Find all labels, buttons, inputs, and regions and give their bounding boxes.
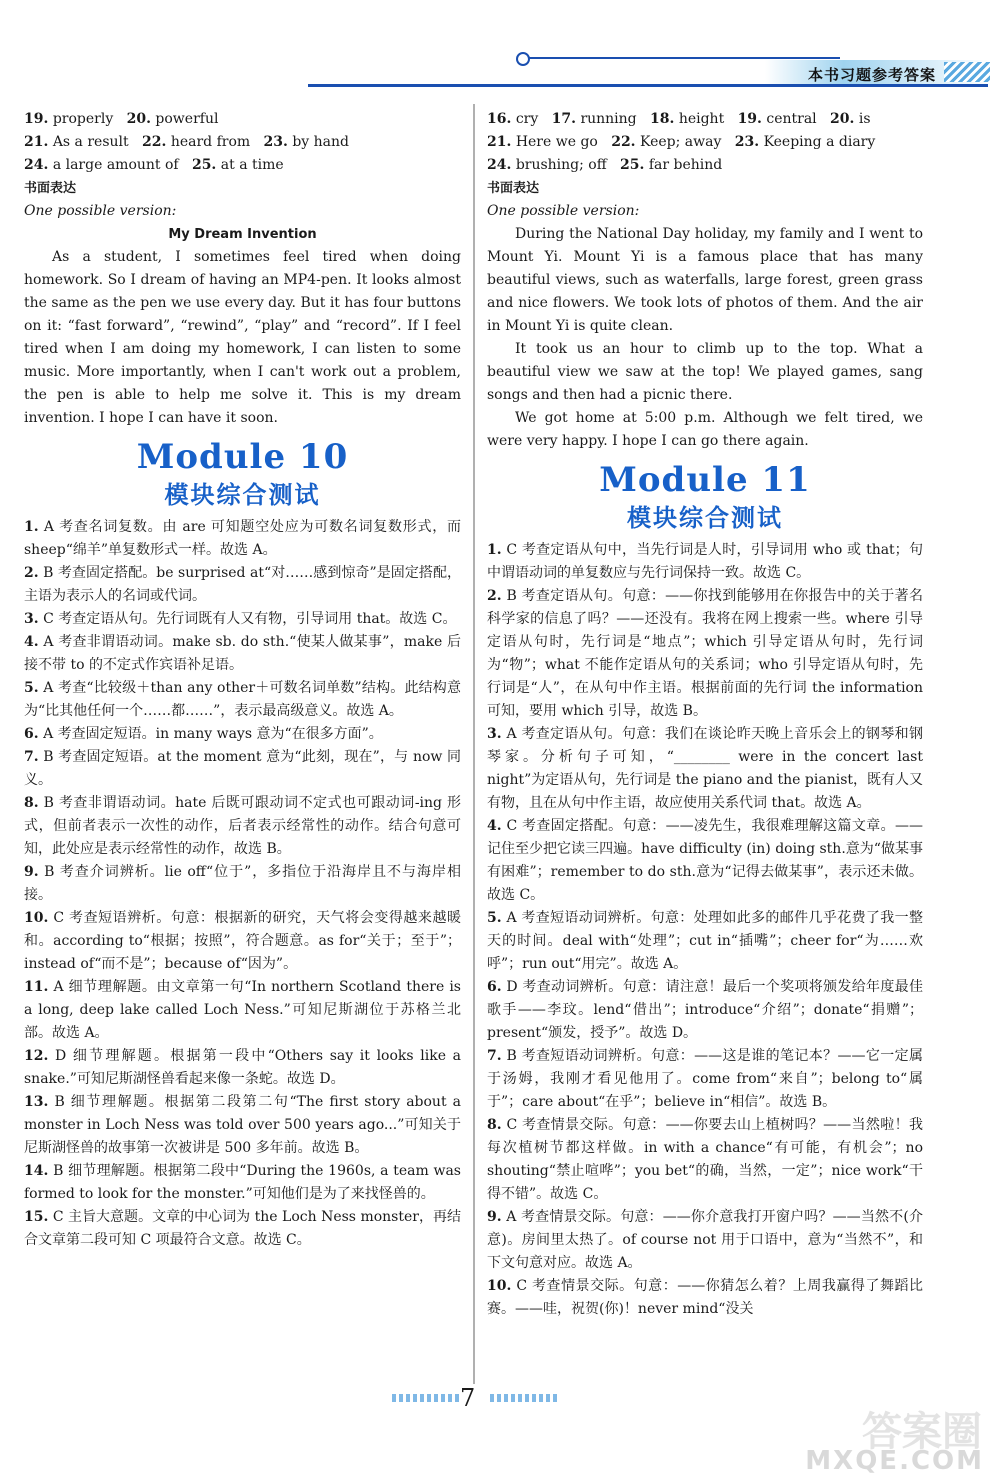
item-number: 5. — [24, 680, 39, 696]
item-text: B 考查介词辨析。lie off“位于”，多指位于沿海岸且不与海岸相接。 — [24, 864, 461, 903]
answer-number: 20. — [126, 111, 151, 127]
explanation-item — [487, 723, 923, 815]
explanation-item — [24, 723, 461, 746]
item-number: 12. — [24, 1048, 49, 1064]
explanation-item — [24, 608, 461, 631]
item-number: 7. — [24, 749, 39, 765]
answer-text: brushing; off — [515, 157, 607, 173]
item-number: 8. — [487, 1117, 502, 1133]
answer-text: properly — [52, 111, 114, 127]
item-text: A 考查非谓语动词。make sb. do sth.“使某人做某事”，make 后接不带 to 的不定式作宾语补足语。 — [24, 634, 461, 673]
item-text: C 考查定语从句中，当先行词是人时，引导词用 who 或 that；句中谓语动词的单复数应与先行词保持一致。故选 C。 — [487, 542, 923, 581]
answer-text: As a result — [52, 134, 129, 150]
item-text: B 考查短语动词辨析。句意：——这是谁的笔记本？——它一定属于汤姆，我刚才看见他用了。come from“来自”；belong to“属于”；care about“在乎”；believe in“相信”。故选 B。 — [487, 1048, 923, 1110]
item-text: C 主旨大意题。文章的中心词为 the Loch Ness monster，再结合文章第二段可知 C 项最符合文意。故选 C。 — [24, 1209, 461, 1248]
explanation-item — [24, 1160, 461, 1206]
answer-number: 23. — [263, 134, 288, 150]
item-number: 3. — [24, 611, 39, 627]
answer-number: 21. — [487, 134, 512, 150]
answer-text: cry — [515, 111, 539, 127]
answer-number: 17. — [551, 111, 576, 127]
answer-text: running — [580, 111, 637, 127]
item-text: A 考查情景交际。句意：——你介意我打开窗户吗？——当然不(介意)。房间里太热了。of course not 用于口语中，意为“当然不”，和下文句意对应。故选 A。 — [487, 1209, 923, 1271]
answer-text: powerful — [155, 111, 219, 127]
item-number: 9. — [487, 1209, 502, 1225]
item-text: A 考查短语动词辨析。句意：处理如此多的邮件几乎花费了我一整天的时间。deal with“处理”；cut in“插嘴”；cheer for“为……欢呼”；run out“用完”。故选 A。 — [487, 910, 923, 972]
answer-text: heard from — [170, 134, 251, 150]
module-subtitle: 模块综合测试 — [164, 481, 321, 509]
header-divider — [308, 84, 988, 87]
item-text: C 考查情景交际。句意：——你要去山上植树吗？——当然啦！我每次植树节都这样做。in with a chance“有可能，有机会”；no shouting“禁止喧哗”；you bet“的确，当然，一定”；nice work“干得不错”。故选 C。 — [487, 1117, 923, 1202]
item-number: 4. — [24, 634, 39, 650]
column-divider — [473, 104, 475, 1384]
explanation-item — [24, 861, 461, 907]
explanation-item — [487, 585, 923, 723]
explanation-item — [487, 976, 923, 1045]
item-number: 2. — [24, 565, 39, 581]
footer-decoration-left — [392, 1394, 462, 1402]
item-text: A 考查名词复数。由 are 可知题空处应为可数名词复数形式，而 sheep“绵羊”单复数形式一样。故选 A。 — [24, 519, 461, 558]
item-text: B 考查定语从句。句意：——你找到能够用在你报告中的关于著名科学家的信息了吗？——还没有。我将在网上搜索一些。where 引导定语从句时，先行词是“地点”；which 引导定语从句时，先行词为“物”；what 不能作定语从句的关系词；who 引导定语从句时，先行词是“人”，在从句中作主语。根据前面的先行词 the information 可知，要用 which 引导，故选 B。 — [487, 588, 923, 719]
item-text: B 考查固定短语。at the moment 意为“此刻，现在”，与 now 同义。 — [24, 749, 462, 788]
header-stripe-decoration — [944, 62, 990, 82]
answer-text: a large amount of — [52, 157, 179, 173]
item-text: B 细节理解题。根据第二段第二句“The first story about a monster in Loch Ness was told over 500 years ago...”可知关于尼斯湖怪兽的故事第一次被讲是 500 多年前。故选 B。 — [24, 1094, 461, 1156]
item-text: C 考查短语辨析。句意：根据新的研究，天气将会变得越来越暖和。according to“根据；按照”，符合题意。as for“关于；至于”；instead of“而不是”；because of“因为”。 — [24, 910, 461, 972]
item-text: C 考查固定搭配。句意：——凌先生，我很难理解这篇文章。——记住至少把它读三四遍。have difficulty (in) doing sth.意为“做某事有困难”；remember to do sth.意为“记得去做某事”，表示还未做。故选 C。 — [487, 818, 923, 903]
module-title: Module 10 — [136, 437, 349, 477]
explanation-item — [24, 1206, 461, 1252]
item-text: A 考查定语从句。句意：我们在谈论昨天晚上音乐会上的钢琴和钢琴家。分析句子可知，“________ were in the concert last night”为定语从句，先行词是 the piano and the pianist，既有人又有物，且在从句中作主语，故应使用关系代词 that。故选 A。 — [487, 726, 924, 811]
watermark-url: MXQE.COM — [805, 1446, 984, 1476]
running-header — [520, 52, 990, 86]
answer-line — [24, 108, 461, 131]
answer-number: 22. — [611, 134, 636, 150]
answer-text: is — [858, 111, 871, 127]
explanation-item — [487, 815, 923, 907]
explanation-item — [24, 907, 461, 976]
item-text: C 考查定语从句。先行词既有人又有物，引导词用 that。故选 C。 — [43, 611, 457, 627]
answer-number: 25. — [191, 157, 217, 173]
answer-line — [24, 154, 461, 177]
essay-paragraph: During the National Day holiday, my family and I went to Mount Yi. Mount Yi is a famous place that has many beautiful views, such as waterfalls, large forest, green grass and nice flowers. We took lots of photos of them. And the air in Mount Yi is quite clean. — [487, 226, 923, 334]
answer-line — [24, 131, 461, 154]
version-label: One possible version: — [487, 203, 640, 219]
explanation-item — [24, 976, 461, 1045]
item-number: 4. — [487, 818, 502, 834]
item-number: 14. — [24, 1163, 49, 1179]
explanation-item — [24, 1045, 461, 1091]
right-column — [487, 108, 923, 1321]
explanation-item — [487, 1114, 923, 1206]
explanation-item — [24, 792, 461, 861]
item-number: 11. — [24, 979, 49, 995]
item-text: A 考查“比较级＋than any other＋可数名词单数”结构。此结构意为“比其他任何一个……都……”，表示最高级意义。故选 A。 — [24, 680, 461, 719]
explanation-item — [24, 746, 461, 792]
answer-number: 20. — [830, 111, 855, 127]
explanation-item — [487, 539, 923, 585]
header-title: 本书习题参考答案 — [807, 66, 936, 84]
answer-number: 19. — [24, 111, 49, 127]
answer-number: 18. — [650, 111, 675, 127]
answer-line — [487, 131, 923, 154]
explanation-item — [24, 677, 461, 723]
answer-text: Keep; away — [640, 134, 722, 150]
item-number: 10. — [24, 910, 49, 926]
header-dot-icon — [516, 52, 530, 66]
module-title: Module 11 — [599, 460, 811, 500]
module-subtitle: 模块综合测试 — [627, 504, 783, 532]
item-number: 15. — [24, 1209, 49, 1225]
answer-block — [24, 108, 461, 177]
item-text: C 考查情景交际。句意：——你猜怎么着？上周我赢得了舞蹈比赛。——哇，祝贺(你)！never mind“没关 — [487, 1278, 924, 1317]
answer-number: 22. — [142, 134, 167, 150]
explanation-item — [487, 1045, 923, 1114]
explanation-item — [487, 1275, 923, 1321]
essay — [487, 223, 923, 453]
explanation-list — [487, 539, 923, 1321]
item-number: 2. — [487, 588, 502, 604]
section-heading: 书面表达 — [487, 181, 540, 196]
answer-text: central — [766, 111, 817, 127]
answer-number: 24. — [24, 157, 49, 173]
answer-number: 16. — [487, 111, 512, 127]
item-text: B 考查固定搭配。be surprised at“对……感到惊奇”是固定搭配，主语为表示人的名词或代词。 — [24, 565, 461, 604]
explanation-item — [487, 1206, 923, 1275]
section-heading: 书面表达 — [24, 181, 77, 196]
item-number: 6. — [24, 726, 39, 742]
answer-number: 23. — [734, 134, 760, 150]
item-text: A 细节理解题。由文章第一句“In northern Scotland there is a long, deep lake called Loch Ness.”可知尼斯湖位于苏格兰北部。故选 A。 — [24, 979, 461, 1041]
answer-text: Keeping a diary — [763, 134, 876, 150]
item-number: 5. — [487, 910, 502, 926]
item-number: 9. — [24, 864, 39, 880]
item-text: D 细节理解题。根据第一段中“Others say it looks like a snake.”可知尼斯湖怪兽看起来像一条蛇。故选 D。 — [24, 1048, 461, 1087]
explanation-list — [24, 516, 461, 1252]
item-text: A 考查固定短语。in many ways 意为“在很多方面”。 — [43, 726, 383, 742]
header-rule — [520, 57, 840, 59]
essay-paragraph: It took us an hour to climb up to the top. What a beautiful view we saw at the top! We played games, sang songs and then had a picnic there. — [487, 341, 923, 403]
page-number: 7 — [460, 1384, 476, 1412]
item-text: B 考查非谓语动词。hate 后既可跟动词不定式也可跟动词-ing 形式，但前者表示一次性的动作，后者表示经常性的动作。结合句意可知，此处应是表示经常性的动作，故选 B。 — [24, 795, 461, 857]
explanation-item — [24, 1091, 461, 1160]
item-number: 10. — [487, 1278, 512, 1294]
essay-title: My Dream Invention — [168, 227, 317, 242]
left-column — [24, 108, 461, 1252]
answer-text: height — [678, 111, 725, 127]
watermark-logo: 答案圈 — [862, 1409, 982, 1455]
item-number: 7. — [487, 1048, 502, 1064]
answer-line — [487, 154, 923, 177]
item-number: 1. — [24, 519, 39, 535]
answer-block — [487, 108, 923, 177]
answer-number: 21. — [24, 134, 49, 150]
item-number: 1. — [487, 542, 502, 558]
explanation-item — [24, 631, 461, 677]
essay-paragraph: As a student, I sometimes feel tired when doing homework. So I dream of having an MP4-pen. It looks almost the same as the pen we use every day. But it has four buttons on it: “fast forward”, “rewind”, “play” and “record”. If I feel tired when I am doing my homework, I can listen to some music. More importantly, when I can't work out a problem, the pen is able to help me solve it. This is my dream invention. I hope I can have it soon. — [24, 249, 462, 426]
answer-number: 24. — [487, 157, 512, 173]
item-number: 6. — [487, 979, 502, 995]
answer-text: at a time — [220, 157, 284, 173]
item-number: 13. — [24, 1094, 49, 1110]
version-label: One possible version: — [24, 203, 177, 219]
footer-decoration-right — [490, 1394, 560, 1402]
explanation-item — [24, 516, 461, 562]
answer-number: 25. — [620, 157, 645, 173]
essay-paragraph: We got home at 5:00 p.m. Although we felt tired, we were very happy. I hope I can go there again. — [487, 410, 923, 449]
answer-line — [487, 108, 923, 131]
explanation-item — [487, 907, 923, 976]
item-text: D 考查动词辨析。句意：请注意！最后一个奖项将颁发给年度最佳歌手——李玟。lend“借出”；introduce“介绍”；donate“捐赠”；present“颁发，授予”。故选 D。 — [487, 979, 923, 1041]
answer-text: Here we go — [515, 134, 598, 150]
item-text: B 细节理解题。根据第二段中“During the 1960s, a team was formed to look for the monster.”可知他们是为了来找怪兽的。 — [24, 1163, 461, 1202]
answer-text: by hand — [292, 134, 349, 150]
item-number: 8. — [24, 795, 39, 811]
explanation-item — [24, 562, 461, 608]
answer-number: 19. — [737, 111, 762, 127]
item-number: 3. — [487, 726, 502, 742]
answer-text: far behind — [648, 157, 723, 173]
